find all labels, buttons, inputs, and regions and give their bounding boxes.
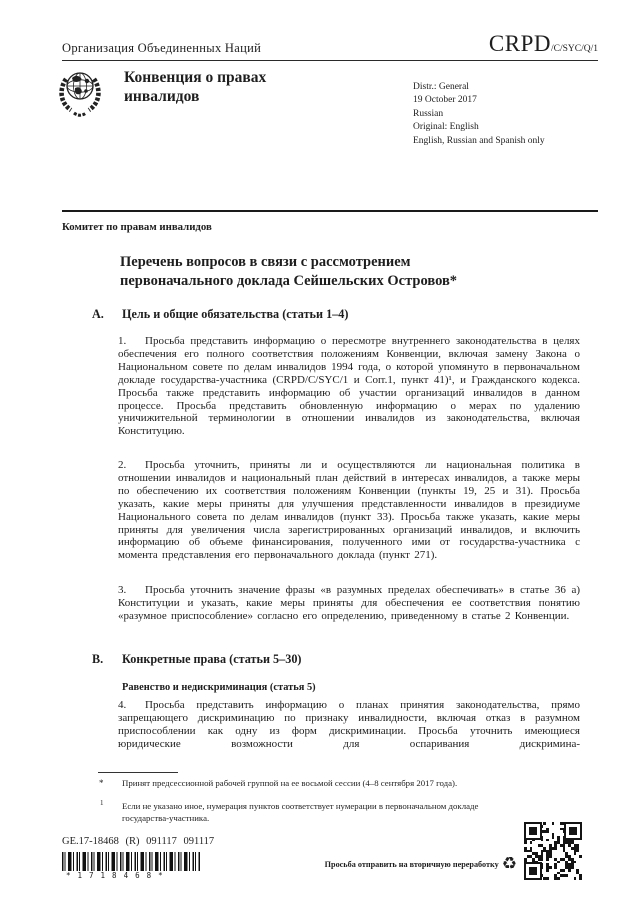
section-b-heading [92, 652, 584, 667]
footnote-1-text: Если не указано иное, нумерация пунктов соответствует нумерации в первоначальном докладе государства-участника. [122, 801, 479, 823]
doc-symbol-suffix: /C/SYC/Q/1 [551, 44, 598, 54]
org-name: Организация Объединенных Наций [62, 41, 262, 55]
distr-line: English, Russian and Spanish only [413, 135, 545, 146]
paragraph-1-number: 1. [118, 335, 127, 347]
paragraph-1 [92, 335, 580, 438]
recycle-icon: ♻ [501, 854, 517, 874]
section-a-heading [92, 307, 584, 322]
barcode-label: *1718468* [66, 871, 170, 880]
barcode-icon [62, 852, 200, 880]
footnote-separator [98, 772, 178, 773]
header-rule-thin [62, 60, 598, 61]
un-emblem-icon [57, 64, 103, 125]
section-b-title: Конкретные права (статьи 5–30) [122, 652, 302, 666]
convention-title: Конвенция о правах инвалидов [124, 69, 267, 105]
recycle-note-text: Просьба отправить на вторичную переработку [324, 860, 499, 869]
header-rule-thick [62, 210, 598, 212]
distr-line: Original: English [413, 122, 479, 133]
page-title: Перечень вопросов в связи с рассмотрением первоначального доклада Сейшельских Островов* [120, 254, 458, 289]
qr-code [524, 822, 582, 880]
paragraph-4-text: Просьба представить информацию о планах принятия законодательства, прямо запрещающего дискриминацию по признаку инвалидности, включая отказ в разумном приспособлении как одну из форм дискриминации. Просьба уточнить имеющиеся юридические возможности для оспаривания дискримина- [118, 699, 580, 750]
footnote-1-marker: 1 [100, 799, 104, 807]
distr-line: Russian [413, 108, 444, 119]
ge-document-number: GE.17-18468 (R) 091117 091117 [62, 836, 215, 847]
committee-name: Комитет по правам инвалидов [62, 221, 212, 233]
distr-line: 19 October 2017 [413, 95, 477, 106]
paragraph-3-text: Просьба уточнить значение фразы «в разумных пределах обеспечивать» в статье 36 а) Конституции и указать, какие меры приняты для обеспечения ее соответствия понятию «разумное приспособление» согласно его определению, приведенному в статье 2 Конвенции. [118, 584, 580, 622]
doc-symbol-main: CRPD [488, 31, 551, 56]
distr-line: Distr.: General [413, 82, 469, 92]
paragraph-1-text: Просьба представить информацию о пересмотре внутреннего законодательства в целях обеспечения его полного соответствия положениям Конвенции, включая замену Закона о Национальном совете по делам инвалидов 1994 года, о которой упомянуто в первоначальном докладе государства-участника (CRPD/C/SYC/1 и Corr.1, пункт 41)¹, и Гражданского кодекса. Просьба также представить информацию об участии организаций инвалидов в данном процессе. Просьба представить обновленную информацию о мерах по удалению уничижительной терминологии в отношении инвалидов из законодательства, включая Конституцию. [118, 335, 580, 438]
paragraph-4-number: 4. [118, 699, 127, 711]
footnote-star-text: Принят предсессионной рабочей группой на ее восьмой сессии (4–8 сентября 2017 года). [122, 778, 458, 788]
paragraph-3-number: 3. [118, 584, 127, 596]
barcode-bars [62, 852, 200, 871]
distribution-block [413, 81, 545, 148]
qr-finder-icon [564, 822, 582, 840]
doc-symbol [489, 31, 598, 57]
paragraph-3 [92, 584, 580, 623]
section-b-letter: B. [92, 652, 104, 666]
section-a-letter: A. [92, 307, 104, 321]
paragraph-2-text: Просьба уточнить, приняты ли и осуществляются ли национальная политика в отношении инвалидов и национальный план действий в интересах инвалидов, а также меры по обеспечению их соответствия положениям Конвенции (пункты 19, 25 и 31). Просьба указать, какие меры приняты для улучшения представленности инвалидов в президиуме Национального совета по делам инвалидов (пункт 33). Просьба также указать, какие меры приняты для увеличения числа зарегистрированных организаций инвалидов, и включить информацию об объеме финансирования, полученного ими от государства-участника с момента представления его первоначального доклада (пункт 271). [118, 459, 580, 562]
paragraph-2-number: 2. [118, 459, 127, 471]
subsection-heading: Равенство и недискриминация (статья 5) [122, 682, 316, 693]
qr-finder-icon [524, 822, 542, 840]
section-a-title: Цель и общие обязательства (статьи 1–4) [122, 307, 349, 321]
qr-finder-icon [524, 862, 542, 880]
recycle-note [295, 856, 517, 873]
paragraph-2 [92, 459, 580, 562]
paragraph-4 [92, 699, 580, 751]
footnote-star-marker: * [99, 778, 104, 788]
